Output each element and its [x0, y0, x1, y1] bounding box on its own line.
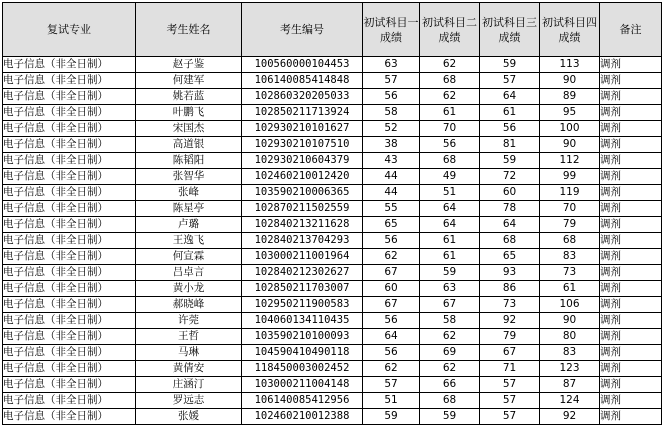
table-row: [3, 393, 662, 409]
remark-cell: 调剂: [600, 73, 662, 89]
score-3-cell: 81: [480, 137, 540, 153]
score-3-cell: 92: [480, 313, 540, 329]
table-row: [3, 217, 662, 233]
major-cell: 电子信息（非全日制）: [3, 281, 136, 297]
candidate-id-cell: 102850211703007: [242, 281, 363, 297]
score-3-cell: 59: [480, 153, 540, 169]
remark-cell: 调剂: [600, 249, 662, 265]
remark-cell: 调剂: [600, 121, 662, 137]
header-score-4: 初试科目四成绩: [540, 3, 600, 57]
major-cell: 电子信息（非全日制）: [3, 233, 136, 249]
score-1-cell: 57: [363, 73, 420, 89]
score-4-cell: 68: [540, 233, 600, 249]
score-3-cell: 72: [480, 169, 540, 185]
table-row: [3, 281, 662, 297]
candidate-id-cell: 102840213704293: [242, 233, 363, 249]
score-2-cell: 59: [420, 265, 480, 281]
score-4-cell: 100: [540, 121, 600, 137]
candidate-id-cell: 106140085414848: [242, 73, 363, 89]
score-table: [2, 2, 662, 425]
major-cell: 电子信息（非全日制）: [3, 409, 136, 425]
score-2-cell: 68: [420, 153, 480, 169]
remark-cell: 调剂: [600, 265, 662, 281]
score-4-cell: 119: [540, 185, 600, 201]
score-2-cell: 49: [420, 169, 480, 185]
header-remark: 备注: [600, 3, 662, 57]
score-3-cell: 56: [480, 121, 540, 137]
remark-cell: 调剂: [600, 345, 662, 361]
score-3-cell: 78: [480, 201, 540, 217]
score-3-cell: 61: [480, 105, 540, 121]
major-cell: 电子信息（非全日制）: [3, 137, 136, 153]
candidate-id-cell: 102870211502559: [242, 201, 363, 217]
remark-cell: 调剂: [600, 217, 662, 233]
major-cell: 电子信息（非全日制）: [3, 217, 136, 233]
major-cell: 电子信息（非全日制）: [3, 73, 136, 89]
name-cell: 姚若蓝: [136, 89, 242, 105]
score-3-cell: 93: [480, 265, 540, 281]
remark-cell: 调剂: [600, 329, 662, 345]
name-cell: 张媛: [136, 409, 242, 425]
major-cell: 电子信息（非全日制）: [3, 153, 136, 169]
table-row: [3, 105, 662, 121]
candidate-id-cell: 102460210012388: [242, 409, 363, 425]
score-2-cell: 64: [420, 201, 480, 217]
candidate-id-cell: 102930210101627: [242, 121, 363, 137]
remark-cell: 调剂: [600, 297, 662, 313]
header-name: 考生姓名: [136, 3, 242, 57]
score-3-cell: 59: [480, 57, 540, 73]
score-2-cell: 69: [420, 345, 480, 361]
score-2-cell: 62: [420, 329, 480, 345]
remark-cell: 调剂: [600, 281, 662, 297]
score-2-cell: 56: [420, 137, 480, 153]
score-4-cell: 113: [540, 57, 600, 73]
score-3-cell: 79: [480, 329, 540, 345]
name-cell: 郝晓峰: [136, 297, 242, 313]
table-row: [3, 409, 662, 425]
major-cell: 电子信息（非全日制）: [3, 121, 136, 137]
score-4-cell: 61: [540, 281, 600, 297]
header-score-3: 初试科目三成绩: [480, 3, 540, 57]
name-cell: 罗远志: [136, 393, 242, 409]
remark-cell: 调剂: [600, 185, 662, 201]
remark-cell: 调剂: [600, 409, 662, 425]
major-cell: 电子信息（非全日制）: [3, 377, 136, 393]
table-row: [3, 345, 662, 361]
table-header: [3, 3, 662, 57]
name-cell: 高道银: [136, 137, 242, 153]
score-3-cell: 68: [480, 233, 540, 249]
score-1-cell: 60: [363, 281, 420, 297]
score-2-cell: 61: [420, 105, 480, 121]
score-1-cell: 44: [363, 185, 420, 201]
remark-cell: 调剂: [600, 361, 662, 377]
table-row: [3, 233, 662, 249]
score-1-cell: 65: [363, 217, 420, 233]
major-cell: 电子信息（非全日制）: [3, 393, 136, 409]
table-row: [3, 185, 662, 201]
name-cell: 张峰: [136, 185, 242, 201]
name-cell: 吕卓言: [136, 265, 242, 281]
remark-cell: 调剂: [600, 57, 662, 73]
score-2-cell: 62: [420, 361, 480, 377]
candidate-id-cell: 102930210604379: [242, 153, 363, 169]
name-cell: 陈星亭: [136, 201, 242, 217]
score-4-cell: 90: [540, 137, 600, 153]
score-2-cell: 62: [420, 89, 480, 105]
table-row: [3, 329, 662, 345]
score-1-cell: 67: [363, 297, 420, 313]
score-4-cell: 124: [540, 393, 600, 409]
name-cell: 何建军: [136, 73, 242, 89]
table-row: [3, 73, 662, 89]
table-row: [3, 121, 662, 137]
table-body: [3, 57, 662, 425]
score-2-cell: 68: [420, 393, 480, 409]
candidate-id-cell: 118450003002452: [242, 361, 363, 377]
score-2-cell: 61: [420, 233, 480, 249]
table-row: [3, 249, 662, 265]
score-3-cell: 86: [480, 281, 540, 297]
name-cell: 张智华: [136, 169, 242, 185]
score-4-cell: 83: [540, 345, 600, 361]
table-row: [3, 313, 662, 329]
major-cell: 电子信息（非全日制）: [3, 265, 136, 281]
score-3-cell: 67: [480, 345, 540, 361]
remark-cell: 调剂: [600, 313, 662, 329]
major-cell: 电子信息（非全日制）: [3, 329, 136, 345]
candidate-id-cell: 104590410490118: [242, 345, 363, 361]
score-1-cell: 62: [363, 249, 420, 265]
score-2-cell: 70: [420, 121, 480, 137]
score-1-cell: 56: [363, 345, 420, 361]
score-3-cell: 57: [480, 73, 540, 89]
remark-cell: 调剂: [600, 169, 662, 185]
score-2-cell: 64: [420, 217, 480, 233]
table-row: [3, 297, 662, 313]
table-row: [3, 265, 662, 281]
header-major: 复试专业: [3, 3, 136, 57]
score-4-cell: 80: [540, 329, 600, 345]
candidate-id-cell: 102860320205033: [242, 89, 363, 105]
candidate-id-cell: 102840212302627: [242, 265, 363, 281]
score-4-cell: 123: [540, 361, 600, 377]
name-cell: 黄倩安: [136, 361, 242, 377]
header-score-1: 初试科目一成绩: [363, 3, 420, 57]
table-row: [3, 201, 662, 217]
name-cell: 叶鹏飞: [136, 105, 242, 121]
candidate-id-cell: 104060134110435: [242, 313, 363, 329]
candidate-id-cell: 102950211900583: [242, 297, 363, 313]
table-row: [3, 361, 662, 377]
score-1-cell: 38: [363, 137, 420, 153]
major-cell: 电子信息（非全日制）: [3, 185, 136, 201]
score-2-cell: 63: [420, 281, 480, 297]
remark-cell: 调剂: [600, 377, 662, 393]
name-cell: 赵子鉴: [136, 57, 242, 73]
score-1-cell: 57: [363, 377, 420, 393]
score-1-cell: 67: [363, 265, 420, 281]
score-4-cell: 90: [540, 313, 600, 329]
candidate-id-cell: 103000211001964: [242, 249, 363, 265]
score-1-cell: 63: [363, 57, 420, 73]
remark-cell: 调剂: [600, 153, 662, 169]
score-1-cell: 64: [363, 329, 420, 345]
major-cell: 电子信息（非全日制）: [3, 105, 136, 121]
score-4-cell: 79: [540, 217, 600, 233]
score-4-cell: 112: [540, 153, 600, 169]
score-1-cell: 56: [363, 89, 420, 105]
score-1-cell: 56: [363, 233, 420, 249]
name-cell: 马琳: [136, 345, 242, 361]
score-3-cell: 57: [480, 409, 540, 425]
score-1-cell: 58: [363, 105, 420, 121]
score-3-cell: 71: [480, 361, 540, 377]
score-1-cell: 55: [363, 201, 420, 217]
score-2-cell: 66: [420, 377, 480, 393]
candidate-id-cell: 103000211004148: [242, 377, 363, 393]
score-3-cell: 60: [480, 185, 540, 201]
name-cell: 庄涵汀: [136, 377, 242, 393]
header-candidate-id: 考生编号: [242, 3, 363, 57]
candidate-id-cell: 103590210006365: [242, 185, 363, 201]
score-2-cell: 68: [420, 73, 480, 89]
name-cell: 许莞: [136, 313, 242, 329]
table-row: [3, 137, 662, 153]
candidate-id-cell: 102930210107510: [242, 137, 363, 153]
score-3-cell: 57: [480, 377, 540, 393]
score-1-cell: 62: [363, 361, 420, 377]
score-4-cell: 87: [540, 377, 600, 393]
score-3-cell: 65: [480, 249, 540, 265]
score-4-cell: 70: [540, 201, 600, 217]
name-cell: 陈韬阳: [136, 153, 242, 169]
remark-cell: 调剂: [600, 233, 662, 249]
score-1-cell: 43: [363, 153, 420, 169]
remark-cell: 调剂: [600, 201, 662, 217]
remark-cell: 调剂: [600, 105, 662, 121]
score-4-cell: 95: [540, 105, 600, 121]
score-4-cell: 73: [540, 265, 600, 281]
score-3-cell: 64: [480, 89, 540, 105]
name-cell: 宋国杰: [136, 121, 242, 137]
score-1-cell: 44: [363, 169, 420, 185]
name-cell: 何宣霖: [136, 249, 242, 265]
header-row: [3, 3, 662, 57]
candidate-id-cell: 102840213211628: [242, 217, 363, 233]
candidate-id-cell: 102850211713924: [242, 105, 363, 121]
table-row: [3, 377, 662, 393]
candidate-id-cell: 103590210100093: [242, 329, 363, 345]
score-3-cell: 73: [480, 297, 540, 313]
major-cell: 电子信息（非全日制）: [3, 89, 136, 105]
score-2-cell: 61: [420, 249, 480, 265]
score-2-cell: 51: [420, 185, 480, 201]
major-cell: 电子信息（非全日制）: [3, 57, 136, 73]
score-2-cell: 67: [420, 297, 480, 313]
score-1-cell: 56: [363, 313, 420, 329]
remark-cell: 调剂: [600, 393, 662, 409]
score-1-cell: 51: [363, 393, 420, 409]
major-cell: 电子信息（非全日制）: [3, 345, 136, 361]
score-4-cell: 90: [540, 73, 600, 89]
major-cell: 电子信息（非全日制）: [3, 361, 136, 377]
name-cell: 王逸飞: [136, 233, 242, 249]
candidate-id-cell: 106140085412956: [242, 393, 363, 409]
major-cell: 电子信息（非全日制）: [3, 249, 136, 265]
score-2-cell: 59: [420, 409, 480, 425]
table-row: [3, 57, 662, 73]
score-2-cell: 58: [420, 313, 480, 329]
major-cell: 电子信息（非全日制）: [3, 297, 136, 313]
major-cell: 电子信息（非全日制）: [3, 169, 136, 185]
table-row: [3, 89, 662, 105]
score-4-cell: 83: [540, 249, 600, 265]
table-row: [3, 153, 662, 169]
score-3-cell: 64: [480, 217, 540, 233]
table-row: [3, 169, 662, 185]
major-cell: 电子信息（非全日制）: [3, 313, 136, 329]
major-cell: 电子信息（非全日制）: [3, 201, 136, 217]
remark-cell: 调剂: [600, 137, 662, 153]
candidate-id-cell: 100560000104453: [242, 57, 363, 73]
name-cell: 王哲: [136, 329, 242, 345]
score-1-cell: 59: [363, 409, 420, 425]
score-4-cell: 99: [540, 169, 600, 185]
score-4-cell: 106: [540, 297, 600, 313]
name-cell: 黄小龙: [136, 281, 242, 297]
remark-cell: 调剂: [600, 89, 662, 105]
score-1-cell: 52: [363, 121, 420, 137]
candidate-id-cell: 102460210012420: [242, 169, 363, 185]
name-cell: 卢璐: [136, 217, 242, 233]
score-3-cell: 57: [480, 393, 540, 409]
score-4-cell: 92: [540, 409, 600, 425]
score-2-cell: 62: [420, 57, 480, 73]
score-4-cell: 89: [540, 89, 600, 105]
header-score-2: 初试科目二成绩: [420, 3, 480, 57]
